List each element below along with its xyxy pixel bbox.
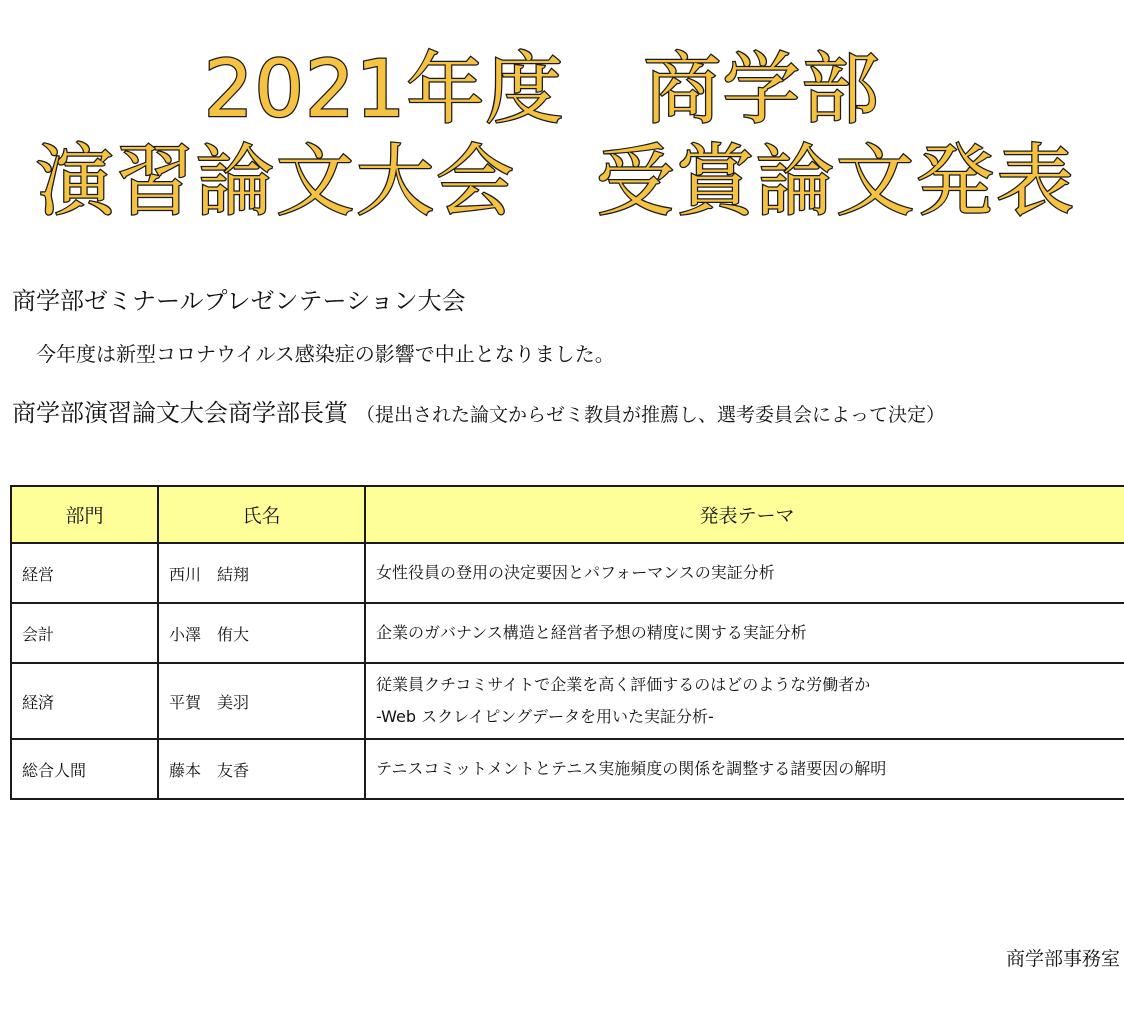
issuer-office: 商学部事務室	[1005, 948, 1120, 970]
cell-name: 藤本 友香	[158, 739, 365, 799]
cancellation-note: 今年度は新型コロナウイルス感染症の影響で中止となりました。	[36, 342, 615, 366]
section-heading-award	[12, 398, 945, 430]
cell-department: 経営	[11, 543, 158, 603]
page-title-line-1: 2021年度 商学部	[203, 45, 881, 135]
table-header-row	[11, 486, 1124, 543]
cell-theme	[365, 543, 1124, 603]
header-theme: 発表テーマ	[365, 486, 1124, 543]
theme-text: 従業員クチコミサイトで企業を高く評価するのはどのような労働者か	[376, 675, 871, 694]
table-row	[11, 603, 1124, 663]
cell-department: 会計	[11, 603, 158, 663]
header-name: 氏名	[158, 486, 365, 543]
cell-theme	[365, 603, 1124, 663]
cell-department: 総合人間	[11, 739, 158, 799]
theme-text: テニスコミットメントとテニス実施頻度の関係を調整する諸要因の解明	[376, 759, 887, 778]
theme-subtitle: -Web スクレイピングデータを用いた実証分析-	[376, 707, 714, 726]
table-row	[11, 663, 1124, 739]
table-row	[11, 739, 1124, 799]
page-title-line-2: 演習論文大会 受賞論文発表	[35, 137, 1076, 227]
cell-name: 平賀 美羽	[158, 663, 365, 739]
section-heading-presentation: 商学部ゼミナールプレゼンテーション大会	[12, 287, 466, 315]
table-row	[11, 543, 1124, 603]
cell-theme	[365, 663, 1124, 739]
theme-text: 企業のガバナンス構造と経営者予想の精度に関する実証分析	[376, 623, 807, 642]
theme-text: 女性役員の登用の決定要因とパフォーマンスの実証分析	[376, 563, 775, 582]
cell-theme	[365, 739, 1124, 799]
cell-name: 西川 結翔	[158, 543, 365, 603]
award-table	[10, 485, 1124, 800]
cell-department: 経済	[11, 663, 158, 739]
award-selection-note: （提出された論文からゼミ教員が推薦し、選考委員会によって決定）	[356, 404, 946, 426]
award-title: 商学部演習論文大会商学部長賞	[12, 399, 348, 427]
header-department: 部門	[11, 486, 158, 543]
cell-name: 小澤 侑大	[158, 603, 365, 663]
